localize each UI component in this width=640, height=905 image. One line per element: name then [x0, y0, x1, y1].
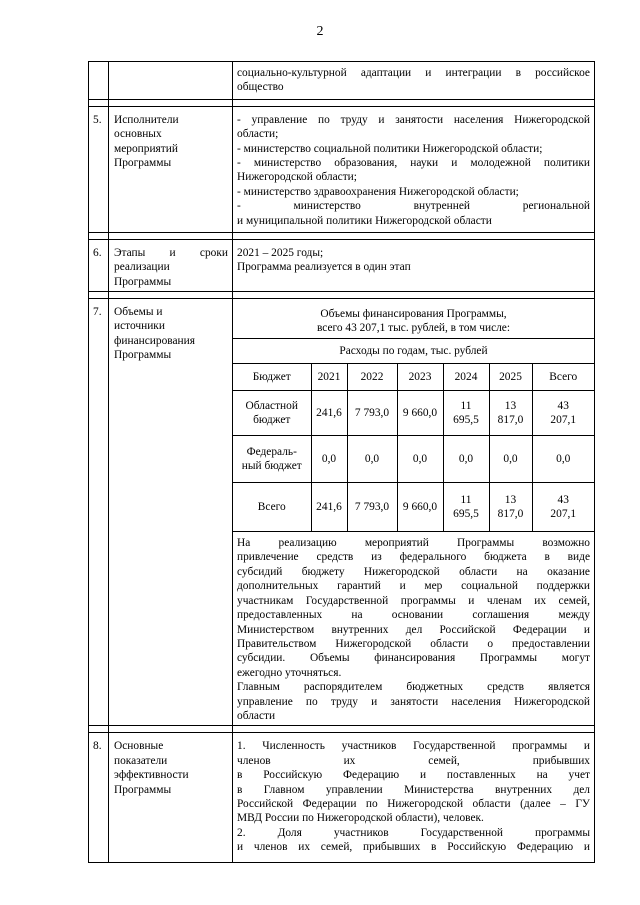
- funding-header-line: Объемы финансирования Программы,: [320, 308, 507, 321]
- text-line: привлечение средств из федерального бюджета в виде: [237, 551, 590, 564]
- text-line: членов их семей, прибывших: [237, 754, 590, 767]
- row-label: [109, 733, 233, 863]
- text-line: 1. Численность участников Государственной программы и: [237, 740, 590, 753]
- column-header: Бюджет: [233, 364, 311, 391]
- total-cell: [532, 483, 594, 532]
- text-line: 2. Доля участников Государственной программы: [237, 826, 590, 839]
- label-line: Программы: [114, 275, 172, 288]
- text-line: На реализацию мероприятий Программы возможно: [237, 537, 590, 550]
- text-line: ежегодно уточняться.: [237, 666, 342, 679]
- label-line: показатели: [114, 754, 168, 767]
- cell-line: Областной: [245, 399, 298, 412]
- label-line: основных: [114, 128, 162, 141]
- row-number: 7.: [89, 299, 109, 726]
- funding-table-row: [233, 391, 594, 436]
- value-cell: 9 660,0: [397, 391, 443, 436]
- value-cell: 241,6: [311, 391, 347, 436]
- table-row-executors: [89, 106, 595, 232]
- label-line: финансирования: [114, 334, 195, 347]
- row-number: 6.: [89, 240, 109, 292]
- label-line: Программы: [114, 783, 172, 796]
- text-line: в Главном управлении Министерства внутренних дел: [237, 783, 590, 796]
- text-line: Нижегородской области;: [237, 171, 357, 184]
- funding-subheader: Расходы по годам, тыс. рублей: [233, 339, 594, 364]
- total-cell: 0,0: [532, 436, 594, 483]
- cell-line: Федераль-: [246, 445, 297, 458]
- funding-table-row: [233, 436, 594, 483]
- row-spacer: [89, 726, 595, 733]
- row-content-cell: [233, 106, 595, 232]
- text-line: Правительством Нижегородской области о предоставлении: [237, 637, 590, 650]
- cell-line: 817,0: [497, 414, 524, 427]
- row-number: 8.: [89, 733, 109, 863]
- text-line: социально-культурной адаптации и интеграции в российское: [237, 67, 590, 79]
- cell-line: 11: [460, 399, 472, 412]
- text-line: Министерством внутренних дел Российской Федерации и: [237, 623, 590, 636]
- value-cell: 7 793,0: [347, 391, 397, 436]
- text-line: Программа реализуется в один этап: [237, 261, 411, 274]
- budget-label-cell: [233, 391, 311, 436]
- text-line: области;: [237, 128, 279, 141]
- row-number-cell: [89, 62, 109, 100]
- value-cell: 0,0: [443, 436, 489, 483]
- text-line: субсидии. Объемы финансирования Программы могут: [237, 652, 590, 665]
- text-line: в Российскую Федерацию и поставленных на учет: [237, 769, 590, 782]
- cell-line: 695,5: [453, 508, 479, 521]
- cell-line: 13: [504, 493, 517, 506]
- value-cell: 9 660,0: [397, 483, 443, 532]
- value-cell: 0,0: [397, 436, 443, 483]
- text-line: - министерство социальной политики Нижегородской области;: [237, 142, 543, 155]
- label-line: Программы: [114, 157, 172, 170]
- row-content-cell: [233, 733, 595, 863]
- label-line: мероприятий: [114, 142, 178, 155]
- funding-table-row: [233, 483, 594, 532]
- page-number: 2: [316, 24, 324, 39]
- label-line: Программы: [114, 349, 172, 362]
- text-line: дополнительных гарантий и мер социальной поддержки: [237, 580, 590, 593]
- value-cell: [443, 391, 489, 436]
- text-line: субсидий бюджету Нижегородской области на оказание: [237, 565, 590, 578]
- cell-line: 817,0: [497, 508, 524, 521]
- label-line: Основные: [114, 740, 164, 753]
- value-cell: 241,6: [311, 483, 347, 532]
- text-line: - министерство образования, науки и молодежной политики: [237, 157, 590, 170]
- column-header: 2021: [311, 364, 347, 391]
- cell-line: бюджет: [253, 414, 291, 427]
- text-line: 2021 – 2025 годы;: [237, 247, 324, 260]
- cell-line: 207,1: [550, 414, 577, 427]
- row-label: [109, 240, 233, 292]
- text-line: Российской Федерации по Нижегородской области (далее – ГУ: [237, 797, 590, 810]
- table-row-indicators: [89, 733, 595, 863]
- cell-line: 43: [557, 399, 569, 412]
- text-line: общество: [237, 81, 284, 94]
- cell-line: ный бюджет: [241, 460, 302, 473]
- budget-label-cell: Всего: [233, 483, 311, 532]
- total-cell: [532, 391, 594, 436]
- row-content-cell: [233, 62, 595, 100]
- table-row-stages: [89, 240, 595, 292]
- value-cell: [443, 483, 489, 532]
- row-content-cell: [233, 240, 595, 292]
- row-label: [109, 299, 233, 726]
- value-cell: 0,0: [347, 436, 397, 483]
- cell-line: 207,1: [550, 508, 577, 521]
- text-line: и членов их семей, прибывших в Российскую Федерацию и: [237, 841, 590, 854]
- row-spacer: [89, 292, 595, 299]
- value-cell: 7 793,0: [347, 483, 397, 532]
- cell-line: 695,5: [453, 414, 479, 427]
- column-header: Всего: [532, 364, 594, 391]
- cell-line: 13: [504, 399, 517, 412]
- value-cell: 0,0: [489, 436, 532, 483]
- column-header: 2022: [347, 364, 397, 391]
- text-line: - управление по труду и занятости населения Нижегородской: [237, 113, 590, 126]
- label-line: реализации: [114, 261, 170, 274]
- label-line: Этапы и сроки: [114, 247, 228, 260]
- funding-header-line: всего 43 207,1 тыс. рублей, в том числе:: [316, 322, 511, 335]
- cell-line: 43: [557, 493, 569, 506]
- row-label: [109, 106, 233, 232]
- budget-label-cell: [233, 436, 311, 483]
- text-line: - министерство здравоохранения Нижегородской области;: [237, 185, 519, 198]
- table-row-continued: [89, 62, 595, 100]
- text-line: участникам Государственной программы и членам их семей,: [237, 594, 590, 607]
- row-spacer: [89, 233, 595, 240]
- row-spacer: [89, 99, 595, 106]
- funding-cell: [233, 299, 595, 726]
- column-header: 2023: [397, 364, 443, 391]
- column-header: 2024: [443, 364, 489, 391]
- funding-note: [233, 532, 594, 725]
- funding-table: [233, 364, 594, 532]
- value-cell: 0,0: [311, 436, 347, 483]
- label-line: источники: [114, 320, 165, 333]
- column-header: 2025: [489, 364, 532, 391]
- text-line: предоставленных на основании соглашения между: [237, 609, 590, 622]
- row-number: 5.: [89, 106, 109, 232]
- label-line: Исполнители: [114, 113, 179, 126]
- program-passport-table: [88, 61, 595, 863]
- row-label-cell: [109, 62, 233, 100]
- funding-header: [233, 299, 594, 339]
- value-cell: [489, 483, 532, 532]
- label-line: Объемы и: [114, 306, 163, 319]
- value-cell: [489, 391, 532, 436]
- text-line: и муниципальной политики Нижегородской области: [237, 214, 492, 227]
- table-row-funding: [89, 299, 595, 726]
- text-line: управление по труду и занятости населения Нижегородской: [237, 695, 590, 708]
- text-line: - министерство внутренней региональной: [237, 200, 590, 213]
- text-line: МВД России по Нижегородской области), человек.: [237, 812, 484, 825]
- text-line: Главным распорядителем бюджетных средств является: [237, 681, 590, 694]
- label-line: эффективности: [114, 769, 189, 782]
- funding-table-header-row: [233, 364, 594, 391]
- cell-line: 11: [460, 493, 472, 506]
- text-line: области: [237, 709, 276, 722]
